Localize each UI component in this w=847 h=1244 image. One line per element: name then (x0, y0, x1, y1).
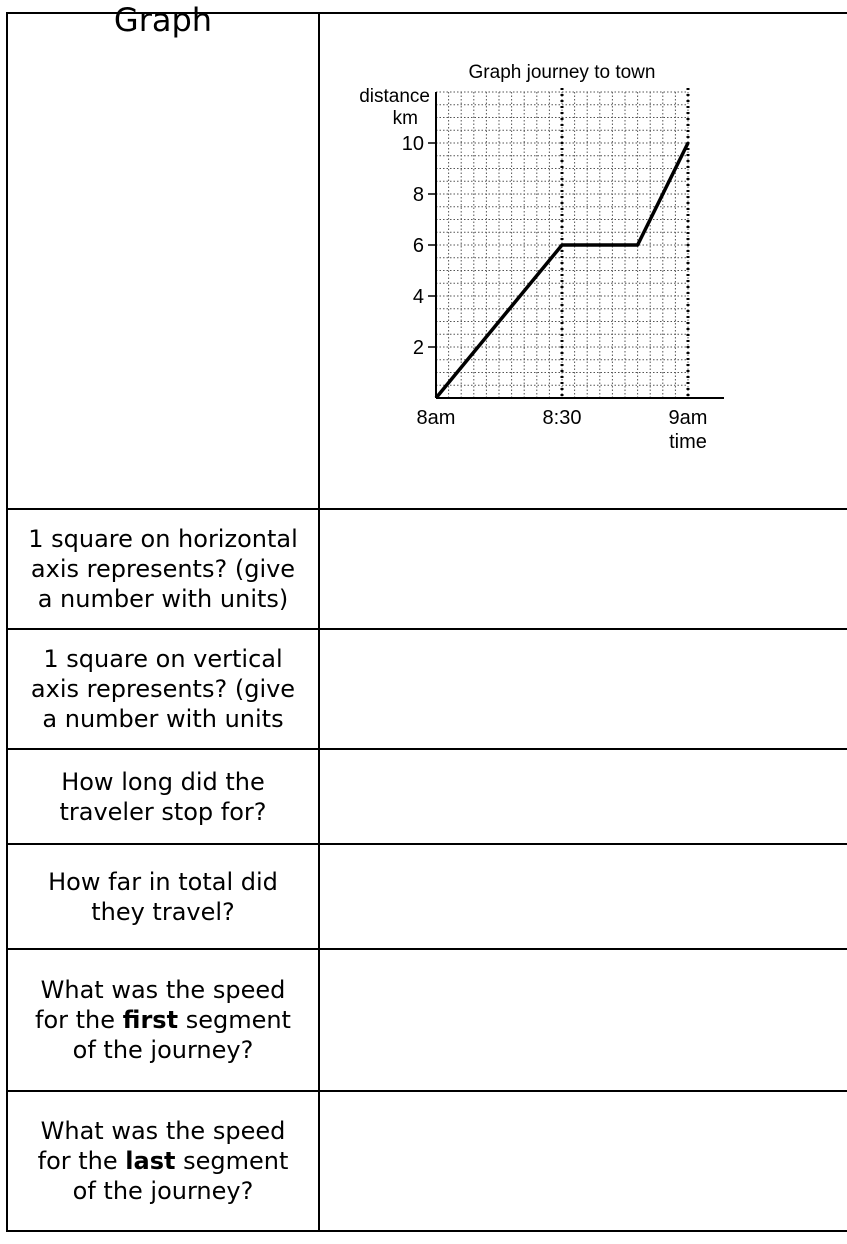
question-horizontal-square (7, 509, 319, 629)
graph-row (7, 13, 847, 509)
y-tick-label: 2 (412, 337, 424, 359)
question-emphasis: first (122, 1006, 179, 1034)
question-text: What was the speed for the (37, 1117, 286, 1175)
answer-row (7, 1091, 847, 1231)
question-line: How far in total did (48, 867, 278, 896)
x-tick-label: 8am (416, 407, 456, 429)
worksheet-table (6, 1, 847, 1232)
graph-label: Graph (113, 1, 213, 39)
answer-cell[interactable] (319, 629, 847, 749)
answer-cell[interactable] (319, 949, 847, 1091)
y-axis-label: distance (359, 86, 430, 107)
question-line: they travel? (91, 897, 235, 926)
answer-cell[interactable] (319, 749, 847, 844)
graph-label-cell (7, 1, 319, 509)
answer-row (7, 749, 847, 844)
question-text: segment of the journey? (72, 1006, 291, 1064)
chart-container (320, 14, 847, 508)
x-axis-label: time (669, 431, 707, 453)
question-line: a number with units) (37, 585, 289, 613)
question-text: What was the speed for the (35, 976, 286, 1034)
question-line: axis represents? (give (30, 555, 296, 583)
journey-chart (320, 14, 847, 510)
question-line: 1 square on horizontal (28, 525, 298, 553)
y-axis-unit: km (392, 108, 418, 129)
question-line: axis represents? (give (30, 675, 296, 703)
answer-cell[interactable] (319, 509, 847, 629)
y-tick-label: 6 (412, 235, 424, 257)
question-total-distance (7, 844, 319, 949)
question-emphasis: last (125, 1147, 176, 1175)
answer-row (7, 629, 847, 749)
question-text: segment of the journey? (72, 1147, 289, 1205)
y-tick-label: 10 (401, 133, 424, 155)
answer-row (7, 844, 847, 949)
question-line: 1 square on vertical (43, 645, 283, 673)
answer-cell[interactable] (319, 844, 847, 949)
y-tick-label: 4 (412, 286, 424, 308)
question-line: How long did the (61, 767, 265, 796)
question-line: traveler stop for? (59, 797, 267, 826)
chart-title: Graph journey to town (468, 62, 656, 83)
question-last-speed (7, 1091, 319, 1231)
answer-row (7, 949, 847, 1091)
answer-row (7, 509, 847, 629)
answer-cell[interactable] (319, 1091, 847, 1231)
x-tick-label: 9am (668, 407, 708, 429)
question-line: a number with units (42, 705, 284, 733)
y-tick-label: 8 (412, 184, 424, 206)
x-tick-label: 8:30 (542, 407, 582, 429)
question-first-speed (7, 949, 319, 1091)
question-stop-time (7, 749, 319, 844)
chart-cell (319, 13, 847, 509)
question-vertical-square (7, 629, 319, 749)
